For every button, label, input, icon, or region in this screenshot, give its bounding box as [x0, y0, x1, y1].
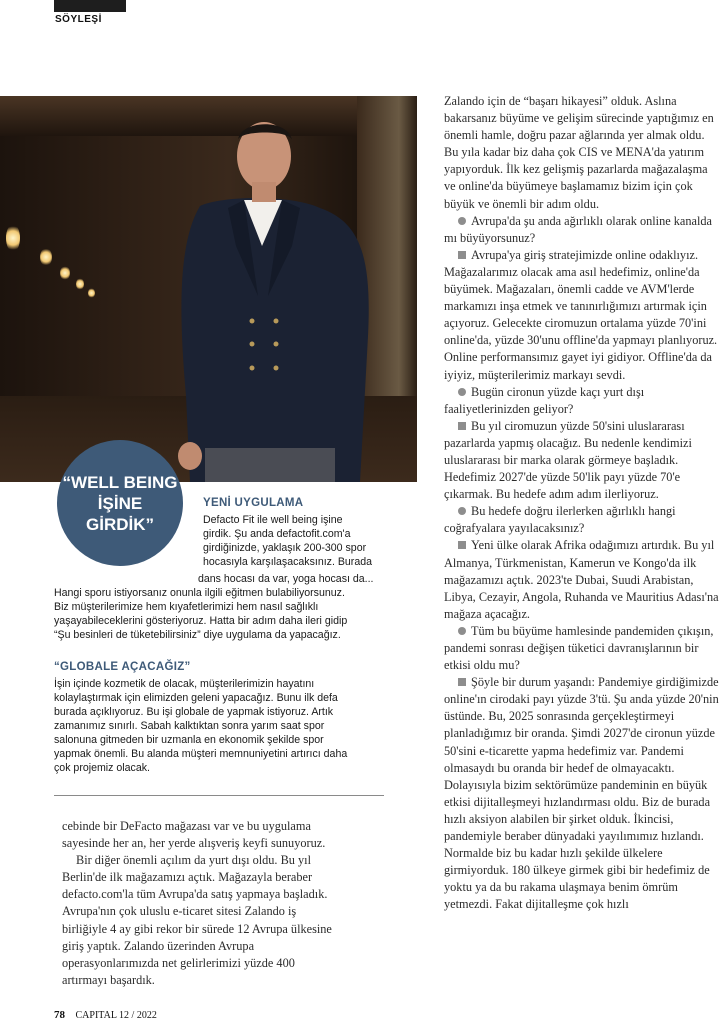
sidebar-line: Defacto Fit ile well being işine [203, 514, 343, 526]
answer: Şöyle bir durum yaşandı: Pandemiye girdiğimizde online'ın cirodaki payı yüzde 3'tü. Şu anda yüzde 20'nin üstünde. Bu, 2025 sonrasında gerçekleştirmeyi planladığımız bir oranda. Şimdi 2027'de cironun yüzde 50'sini e-ticarette yapma hedefimiz var. Pandemi olmasaydı bu oranda bir hedef de olmayacaktı. Dolayısıyla bizim sektörümüze pandeminin en büyük etkisi dijitalleşmeyi hızlandırması oldu. Biz de burada hızlı aksiyon alabilen bir şirket olduk. İkincisi, pandemiyle beraber dünyadaki yayılımımız hızlandı. Normalde biz bu kadar hızlı şekilde ülkelere girmiyorduk. 180 ülkeye girmek gibi bir hedefimiz de yoktu ya da bu rakama ulaşmaya benim ömrüm yetmezdi. Fakat dijitalleşme çok hızlı [444, 675, 719, 912]
answer-bullet-icon [458, 678, 466, 686]
paragraph: cebinde bir DeFacto mağazası var ve bu uygulama sayesinde her an, her yerde alışveriş keyfi sunuyoruz. [62, 819, 326, 851]
sidebar-line: zamanımız sınırlı. Sabah kalktıktan sonra yarım saat spor [54, 720, 325, 732]
sidebar-line: dans hocası da var, yoga hocası da... [198, 573, 374, 585]
paragraph: Zalando için de “başarı hikayesi” olduk. Aslına bakarsanız büyüme ve gelişim sürecinde yaptığımız en önemli hamle, doğru pazar ağlarında yer almak oldu. Bu yıla kadar biz daha çok CIS ve MENA'da yatırım yapıyorduk. İlk kez gelişmiş pazarlarda mağazalaşma ve online'da büyümeye başlamamız bizim için çok büyük ve önemli bir adım oldu. [444, 94, 714, 211]
publication-info: CAPITAL 12 / 2022 [75, 1010, 157, 1021]
pull-quote-text: “WELL BEING İŞİNE GİRDİK” [62, 472, 178, 534]
section-label: SÖYLEŞİ [55, 14, 102, 25]
answer-bullet-icon [458, 541, 466, 549]
paragraph: Bir diğer önemli açılım da yurt dışı oldu. Bu yıl Berlin'de ilk mağazamızı açtık. Mağazayla beraber defacto.com'la tüm Avrupa'da satış yapmaya başladık. Avrupa'nın çok uluslu e-ticaret sitesi Zalando iş birliğiyle 4 ay gibi rekor bir sürede 12 Avrupa ülkesine giriş yaptık. Zalando üzerinden Avrupa operasyonlarımızda net gelirlerimizi yüzde 400 artırmayı başardık. [62, 853, 332, 987]
question: Tüm bu büyüme hamlesinde pandemiden çıkışın, pandemi sonrası değişen tüketici davranışlarının bir etkisi oldu mu? [444, 623, 714, 673]
question: Bugün cironun yüzde kaçı yurt dışı faaliyetlerinizden geliyor? [444, 384, 645, 416]
sidebar-heading-new-app: YENİ UYGULAMA [203, 497, 304, 509]
answer: Bu yıl ciromuzun yüzde 50'sini uluslararası pazarlarda yapmış olacağız. Bu nedenle kendimizi uluslararası bir marka olarak görmeye başladık. Hedefimiz 2027'de yüzde 50'lik payı yüzde 70'e çıkarmak. Bu hedefe adım adım ilerliyoruz. [444, 418, 692, 502]
sidebar-line: salonuna gitmeden bir uzmanla en ekonomik şekilde spor [54, 734, 324, 746]
sidebar-line: hocasıyla karşılaşacaksınız. Burada [203, 556, 372, 568]
answer: Yeni ülke olarak Afrika odağımızı artırdık. Bu yıl Almanya, Türkmenistan, Kamerun ve Kongo'da ilk mağazamızı açtık. 2023'te Dubai, Suudi Arabistan, Libya, Cezayir, Angola, Ruhanda ve Mauritius Adası'na mağaza açacağız. [444, 538, 719, 621]
sidebar-line: girdik. Şu anda defactofit.com'a [203, 528, 351, 540]
question-bullet-icon [458, 388, 466, 396]
person-figure [0, 96, 417, 482]
page-number: 78 [54, 1009, 65, 1021]
section-tab-bar [54, 0, 126, 12]
sidebar-line: çok projemiz olacak. [54, 762, 150, 774]
right-column [444, 93, 719, 914]
left-column [62, 818, 332, 989]
sidebar-heading-global: “GLOBALE AÇACAĞIZ” [54, 661, 191, 673]
answer-bullet-icon [458, 422, 466, 430]
portrait-photo [0, 96, 417, 482]
page-footer [54, 1009, 157, 1021]
question-bullet-icon [458, 217, 466, 225]
sidebar-line: yapmak önemli. Bu alanda müşteri memnuniyetini artırıcı daha [54, 748, 348, 760]
answer-bullet-icon [458, 251, 466, 259]
sidebar-line: kolaylaştırmak için elimizden geleni yapacağız. Bunu ilk defa [54, 692, 338, 704]
answer: Avrupa'ya giriş stratejimizde online odaklıyız. Mağazalarımız olacak ama asıl hedefimiz, online'da büyümek. Mağazaları, önemli cadde ve AVM'lerde markamızı inşa etmek ve tanınırlığımızı artırmak için açıyoruz. Gelecekte ciromuzun ortalama yüzde 70'ini online'da, yüzde 30'unu offline'da yapmayı planlıyoruz. Online performansımız gayet iyi gidiyor. Offline'da da iyiyiz, müşterilerimiz markayı sevdi. [444, 247, 718, 382]
question: Avrupa'da şu anda ağırlıklı olarak online kanalda mı büyüyorsunuz? [444, 213, 713, 245]
question: Bu hedefe doğru ilerlerken ağırlıklı hangi coğrafyalara yayılacaksınız? [444, 504, 676, 536]
sidebar-line: İşin içinde kozmetik de olacak, müşterilerimizin hayatını [54, 678, 315, 690]
sidebar-line: burada açıklıyoruz. Bu işi globale de yapmak istiyoruz. Artık [54, 706, 334, 718]
sidebar-line: Hangi sporu istiyorsanız onunla ilgili eğitmen bulabiliyorsunuz. [54, 587, 345, 599]
divider [54, 795, 384, 796]
sidebar-line: yaşayabileceklerini gösteriyoruz. Hatta bir adım daha ileri gidip [54, 615, 348, 627]
question-bullet-icon [458, 627, 466, 635]
question-bullet-icon [458, 507, 466, 515]
sidebar-line: Biz müşterilerimize hem kıyafetlerimizi hem nasıl sağlıklı [54, 601, 319, 613]
sidebar-line: “Şu besinleri de tüketebilirsiniz” diye uygulama da yapacağız. [54, 629, 341, 641]
sidebar-line: girdiğinizde, yaklaşık 200-300 spor [203, 542, 367, 554]
pull-quote-circle [57, 440, 183, 566]
